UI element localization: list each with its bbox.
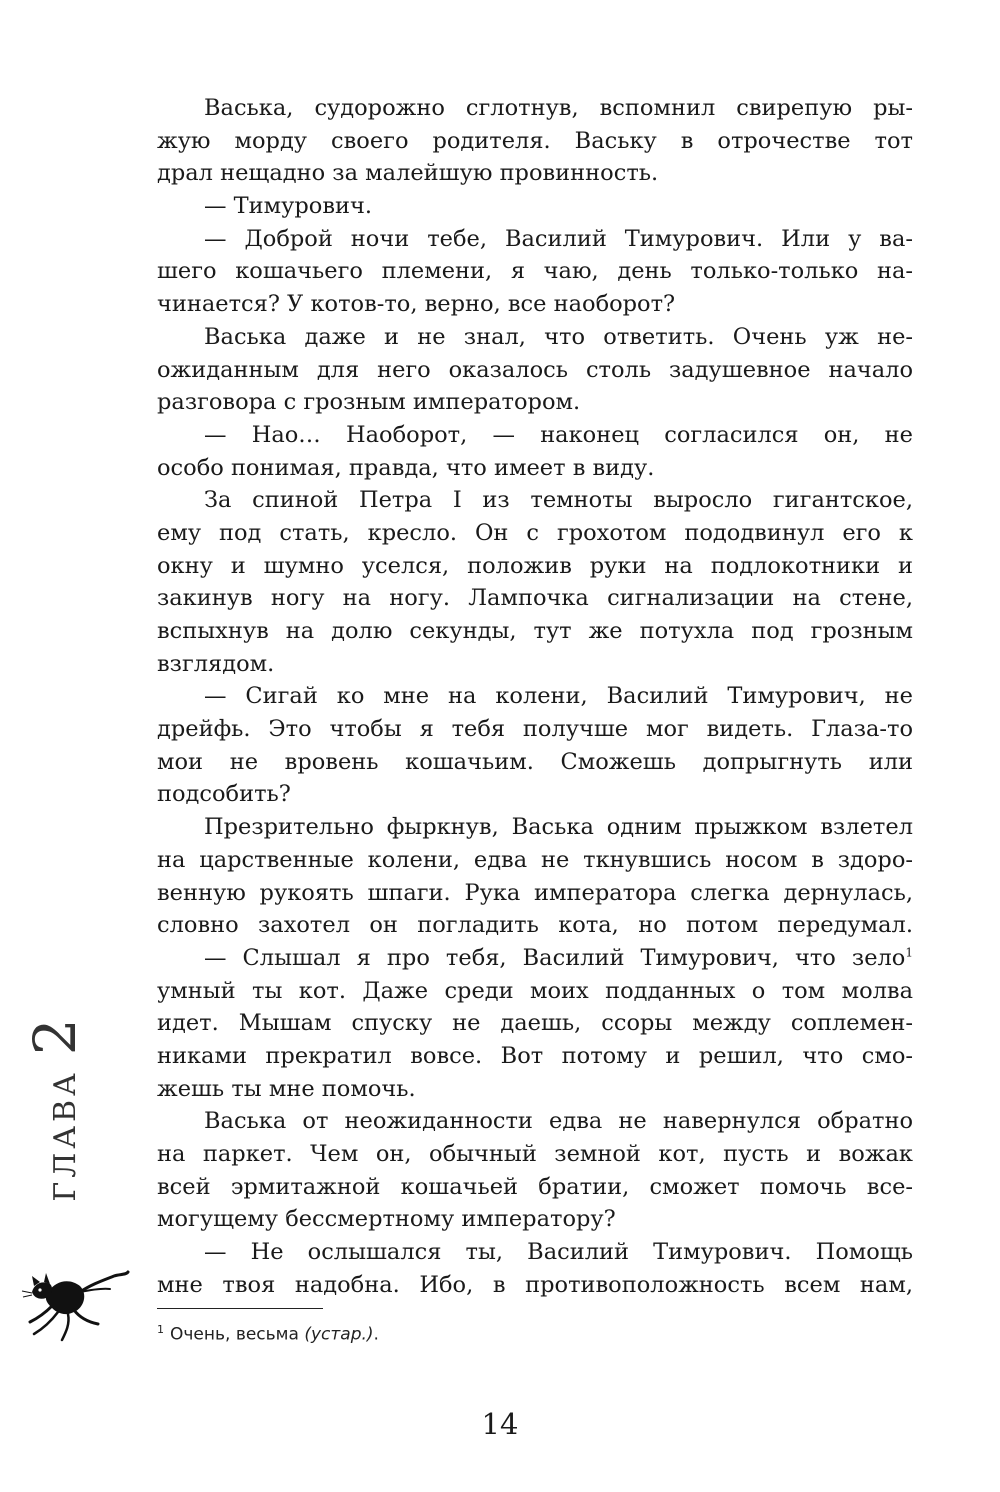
text-line-content: Васька от неожиданности едва не навернулся обратно [204,1108,913,1135]
text-line [157,648,913,681]
text-line-content: — Нао… Наоборот, — наконец согласился он, не [204,421,913,448]
text-line [157,942,913,975]
text-line-content: чинается? У котов-то, верно, все наоборот? [157,291,676,318]
text-line [157,452,913,485]
text-line-content: — Сигай ко мне на колени, Василий Тимурович, не [204,683,913,710]
text-line [157,1073,913,1106]
text-line [157,909,913,942]
text-line-content: жую морду своего родителя. Ваську в отрочестве тот [157,127,913,154]
text-line [157,517,913,550]
chapter-number: 2 [21,1018,89,1056]
text-line-content: всей эрмитажной кошачьей братии, сможет помочь все- [157,1173,913,1200]
footnote [157,1318,379,1347]
text-line [157,975,913,1008]
text-line-content: разговора с грозным императором. [157,389,581,416]
text-line-content: — Доброй ночи тебе, Василий Тимурович. Или у ва- [204,225,913,252]
footnote-end: . [373,1324,379,1345]
text-line-content: жешь ты мне помочь. [157,1075,416,1102]
text-line [157,746,913,779]
text-line [157,157,913,190]
text-line-content: на паркет. Чем он, обычный земной кот, пусть и вожак [157,1141,913,1167]
text-line-content: мне твоя надобна. Ибо, в противоположность всем нам, [157,1271,913,1298]
text-line-content: Презрительно фыркнув, Васька одним прыжком взлетел [204,814,913,841]
body-text [157,92,913,1301]
text-line [157,321,913,354]
text-line [157,680,913,713]
text-line [157,713,913,746]
footnote-reference: 1 [905,945,913,960]
text-line-content: драл нещадно за малейшую провинность. [157,160,659,187]
text-line [157,288,913,321]
cat-silhouette-icon [18,1262,130,1342]
text-line-content: — Не ослышался ты, Василий Тимурович. Помощь [204,1239,913,1266]
chapter-heading [20,1005,90,1215]
text-line [157,877,913,910]
text-line-content: венную рукоять шпаги. Рука императора слегка дернулась, [157,879,913,906]
text-line-content: За спиной Петра I из темноты выросло гигантское, [204,487,913,514]
text-line [157,354,913,387]
text-line [157,255,913,288]
text-line [157,1105,913,1138]
footnote-divider [157,1308,323,1309]
text-line [157,1007,913,1040]
text-line-content: ему под стать, кресло. Он с грохотом пододвинул его к [157,519,913,546]
text-line-content: — Тимурович. [204,193,373,220]
footnote-text: Очень, весьма [170,1324,305,1345]
text-line-content: закинув ногу на ногу. Лампочка сигнализации на стене, [157,585,913,612]
text-line-content: дрейфь. Это чтобы я тебя получше мог видеть. Глаза-то [157,716,913,743]
text-line [157,811,913,844]
text-line [157,778,913,811]
text-line [157,1138,913,1171]
text-line-content: Васька, судорожно сглотнув, вспомнил свирепую ры- [204,95,913,121]
text-line [157,419,913,452]
chapter-label: ГЛАВА [48,1069,83,1202]
text-line-content: идет. Мышам спуску не даешь, ссоры между соплемен- [157,1010,913,1037]
text-line [157,615,913,648]
text-line-content: Васька даже и не знал, что ответить. Очень уж не- [204,323,913,350]
text-line [157,1236,913,1269]
text-line [157,582,913,615]
text-line-content: особо понимая, правда, что имеет в виду. [157,454,655,481]
footnote-note: (устар.) [304,1324,374,1345]
text-line [157,1269,913,1302]
text-line-content: умный ты кот. Даже среди моих подданных о том молва [157,977,913,1004]
text-line-content: взглядом. [157,650,275,677]
text-line [157,550,913,583]
text-line [157,125,913,158]
text-line [157,92,913,125]
text-line [157,484,913,517]
text-line [157,223,913,256]
chapter-heading-rotated [21,1018,89,1201]
text-line-content: могущему бессмертному императору? [157,1206,616,1233]
text-line-content: на царственные колени, едва не ткнувшись носом в здоро- [157,846,913,873]
text-line-content: ожиданным для него оказалось столь задушевное начало [157,356,913,383]
text-line [157,190,913,223]
text-line [157,844,913,877]
footnote-mark: 1 [157,1323,164,1336]
text-line-content: окну и шумно уселся, положив руки на подлокотники и [157,552,913,579]
text-line [157,1171,913,1204]
text-line [157,1203,913,1236]
text-line [157,1040,913,1073]
text-line-content: — Слышал я про тебя, Василий Тимурович, что зело [204,944,906,971]
page-number: 14 [481,1407,519,1441]
text-line-content: шего кошачьего племени, я чаю, день только-только на- [157,258,913,285]
text-line [157,386,913,419]
text-line-content: вспыхнув на долю секунды, тут же потухла под грозным [157,618,913,644]
text-line-content: словно захотел он погладить кота, но потом передумал. [157,912,913,939]
text-line-content: подсобить? [157,781,291,808]
text-line-content: мои не вровень кошачьим. Сможешь допрыгнуть или [157,748,913,775]
text-line-content: никами прекратил вовсе. Вот потому и решил, что смо- [157,1042,913,1069]
